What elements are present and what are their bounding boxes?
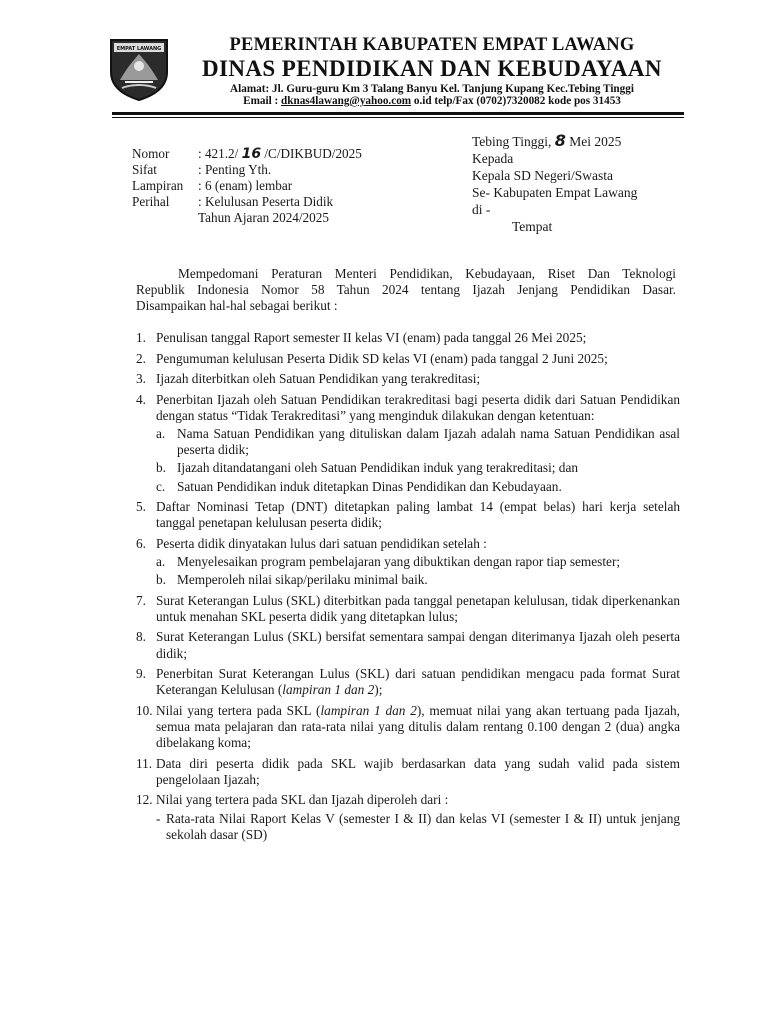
item-body — [156, 536, 680, 589]
item-number: 1. — [136, 330, 146, 345]
meta-label: Perihal — [132, 194, 170, 209]
letterhead-agency: DINAS PENDIDIKAN DAN KEBUDAYAAN — [202, 56, 662, 81]
item-number: 2. — [136, 350, 146, 366]
item-text — [156, 703, 680, 752]
item-number: 3. — [136, 371, 146, 386]
list-item — [136, 351, 680, 367]
svg-text:EMPAT LAWANG: EMPAT LAWANG — [116, 46, 162, 52]
meta-nomor — [132, 146, 362, 162]
list-item — [136, 330, 680, 346]
nomor-prefix: : 421.2/ — [198, 146, 242, 161]
email-link[interactable]: dknas4lawang@yahoo.com — [281, 95, 412, 107]
list-item — [136, 536, 680, 589]
item-text: Surat Keterangan Lulus (SKL) diterbitkan pada tanggal penetapan kelulusan, tidak diperkenankan untuk menahan SKL peserta didik yang ditetapkan lulus; — [156, 592, 680, 624]
meta-value: : Penting Yth. — [198, 162, 272, 177]
dash-item — [156, 811, 680, 843]
item-number: 4. — [136, 391, 146, 407]
sub-item-label: a. — [156, 425, 166, 441]
sub-item-label: b. — [156, 572, 166, 588]
meta-label: Sifat — [132, 162, 157, 177]
list-item — [136, 371, 680, 387]
sub-item — [156, 572, 680, 588]
recipient-line: Kepala SD Negeri/Swasta — [472, 168, 613, 183]
letterhead-rule-thin — [112, 117, 684, 118]
item-number: 7. — [136, 592, 146, 608]
item-text: Data diri peserta didik pada SKL wajib berdasarkan data yang sudah valid pada sistem pengelolaan Ijazah; — [156, 755, 680, 787]
dash-marker: - — [156, 810, 161, 826]
meta-perihal — [132, 194, 362, 210]
meta-label: Nomor — [132, 146, 170, 161]
item-number: 6. — [136, 535, 146, 551]
item-text-part: Penerbitan Surat Keterangan Lulus (SKL) dari satuan pendidikan mengacu pada format Surat Keterangan Kelulusan ( — [156, 666, 680, 698]
sub-item — [156, 479, 680, 495]
sub-item-text: Ijazah ditandatangani oleh Satuan Pendidikan induk yang terakreditasi; dan — [177, 460, 578, 476]
nomor-suffix: /C/DIKBUD/2025 — [261, 146, 362, 161]
item-body — [156, 392, 680, 495]
provisions-list — [136, 330, 680, 847]
sub-item — [156, 460, 680, 476]
list-item — [136, 756, 680, 788]
item-text: Penerbitan Ijazah oleh Satuan Pendidikan terakreditasi bagi peserta didik dari Satuan Pendidikan dengan status “Tidak Terakreditasi” yang menginduk dilakukan dengan ketentuan: — [156, 391, 680, 423]
dash-item-text: Rata-rata Nilai Raport Kelas V (semester I & II) dan kelas VI (semester I & II) untuk jenjang sekolah dasar (SD) — [166, 810, 680, 842]
item-text-part: Nilai yang tertera pada SKL ( — [156, 702, 321, 718]
recipient-line: Se- Kabupaten Empat Lawang — [472, 185, 638, 200]
item-text — [156, 666, 680, 698]
letterhead-address: Alamat: Jl. Guru-guru Km 3 Talang Banyu Kel. Tanjung Kupang Kec.Tebing Tinggi — [230, 83, 634, 95]
email-prefix: Email : — [243, 95, 282, 107]
regency-logo-icon — [108, 36, 170, 102]
sub-item — [156, 426, 680, 458]
intro-line: Mempedomani Peraturan Menteri Pendidikan, Kebudayaan, Riset Dan Teknologi — [178, 266, 676, 281]
list-item — [136, 792, 680, 843]
item-text: Pengumuman kelulusan Peserta Didik SD kelas VI (enam) pada tanggal 2 Juni 2025; — [156, 350, 608, 366]
letter-meta — [132, 146, 362, 226]
letterhead-contact — [172, 95, 692, 107]
item-text: Daftar Nominasi Tetap (DNT) ditetapkan paling lambat 14 (empat belas) hari kerja setelah tanggal penetapan kelulusan peserta didik; — [156, 499, 680, 531]
handwritten-number: 16 — [241, 146, 262, 162]
item-body — [156, 792, 680, 843]
sub-item-label: a. — [156, 553, 166, 569]
item-number: 8. — [136, 629, 146, 645]
intro-paragraph — [136, 266, 676, 313]
sub-item — [156, 554, 680, 570]
item-text-part: ), memuat nilai yang akan tertuang pada Ijazah, semua mata pelajaran dan rata-rata nilai yang ditulis dalam rentang 0.100 dengan 2 (dua) angka dibelakang koma; — [156, 702, 680, 751]
meta-perihal-cont: Tahun Ajaran 2024/2025 — [198, 210, 329, 225]
list-item — [136, 499, 680, 531]
recipient-kepada: Kepada — [472, 151, 514, 166]
meta-value: : 6 (enam) lembar — [198, 178, 293, 193]
item-number: 9. — [136, 666, 146, 682]
attachment-reference: lampiran 1 dan 2 — [320, 702, 417, 718]
intro-line: Republik Indonesia Nomor 58 Tahun 2024 tentang Ijazah Jenjang Pendidikan Dasar. — [136, 281, 676, 297]
item-number: 5. — [136, 499, 146, 515]
sub-item-text: Memperoleh nilai sikap/perilaku minimal baik. — [177, 572, 428, 588]
list-item — [136, 392, 680, 495]
item-text-part: ); — [374, 682, 383, 698]
attachment-reference: lampiran 1 dan 2 — [282, 682, 375, 698]
item-text: Peserta didik dinyatakan lulus dari satuan pendidikan setelah : — [156, 535, 487, 551]
list-item — [136, 703, 680, 752]
item-number: 12. — [136, 792, 153, 808]
meta-sifat — [132, 162, 362, 178]
recipient-tempat: Tempat — [512, 219, 553, 234]
meta-lampiran — [132, 178, 362, 194]
item-text: Surat Keterangan Lulus (SKL) bersifat sementara sampai dengan diterimanya Ijazah oleh peserta didik; — [156, 629, 680, 661]
date-suffix: Mei 2025 — [565, 134, 622, 149]
item-text: Nilai yang tertera pada SKL dan Ijazah diperoleh dari : — [156, 792, 449, 808]
letterhead-rule-thick — [112, 112, 684, 115]
sub-item-text: Nama Satuan Pendidikan yang dituliskan dalam Ijazah adalah nama Satuan Pendidikan asal peserta didik; — [177, 425, 680, 458]
list-item — [136, 666, 680, 698]
recipient-line: di - — [472, 202, 491, 217]
date-prefix: Tebing Tinggi, — [472, 134, 555, 149]
meta-value — [196, 146, 362, 162]
sub-item-text: Menyelesaikan program pembelajaran yang dibuktikan dengan rapor tiap semester; — [177, 553, 621, 569]
sub-item-text: Satuan Pendidikan induk ditetapkan Dinas Pendidikan dan Kebudayaan. — [177, 478, 562, 494]
intro-line: Disampaikan hal-hal sebagai berikut : — [136, 297, 338, 313]
sub-item-label: b. — [156, 460, 166, 476]
contact-suffix: o.id telp/Fax (0702)7320082 kode pos 31453 — [411, 95, 621, 107]
meta-label: Lampiran — [132, 178, 184, 193]
letterhead-government: PEMERINTAH KABUPATEN EMPAT LAWANG — [229, 35, 635, 55]
list-item — [136, 593, 680, 625]
item-number: 10. — [136, 702, 153, 718]
list-item — [136, 629, 680, 661]
recipient-block — [472, 132, 637, 235]
item-text: Ijazah diterbitkan oleh Satuan Pendidikan yang terakreditasi; — [156, 371, 481, 386]
handwritten-day: 8 — [554, 131, 566, 150]
meta-value: : Kelulusan Peserta Didik — [198, 194, 334, 209]
item-text: Penulisan tanggal Raport semester II kelas VI (enam) pada tanggal 26 Mei 2025; — [156, 330, 587, 345]
sub-item-label: c. — [156, 478, 166, 494]
item-number: 11. — [136, 755, 153, 771]
letter-date — [472, 132, 637, 150]
